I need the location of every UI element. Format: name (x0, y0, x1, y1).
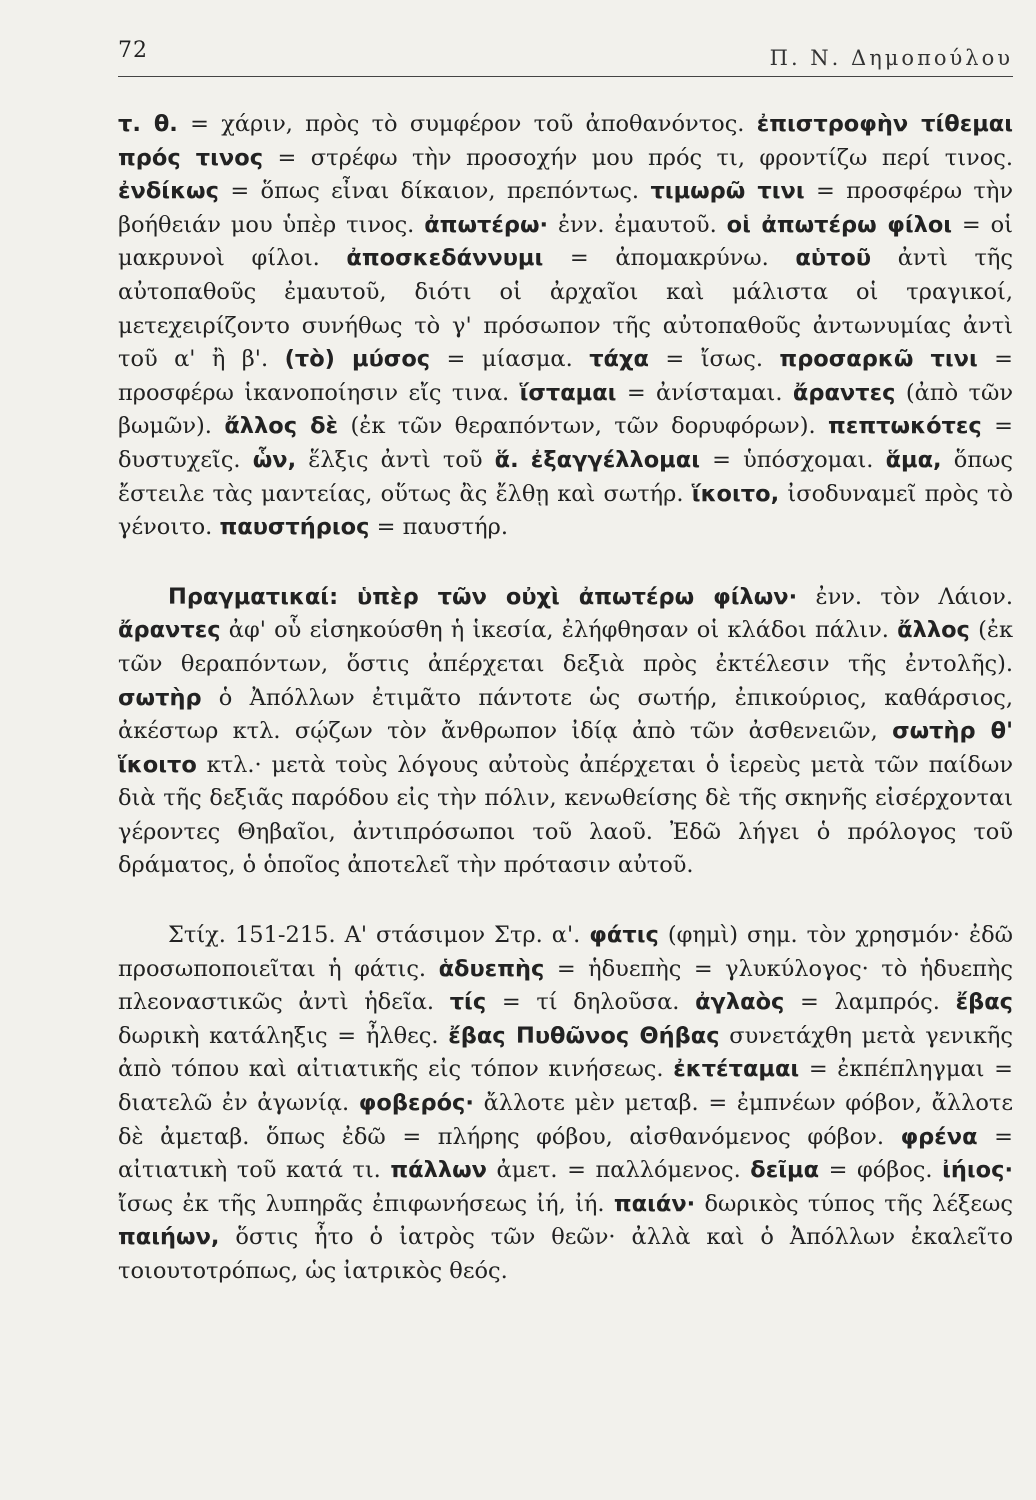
gloss-text: δωρικὴ κατάληξις = ἦλθες. (118, 1022, 449, 1049)
lemma: ἀποσκεδάννυμι (346, 245, 544, 272)
gloss-text: = αἰτιατικὴ τοῦ κατά τι. (118, 1123, 1013, 1184)
gloss-text: = χάριν, πρὸς τὸ συμφέρον τοῦ ἀποθανόντος. (177, 111, 757, 137)
gloss-text: = οἱ μακρυνοὶ φίλοι. (118, 211, 1013, 272)
lemma: τιμωρῶ τινι (650, 178, 805, 205)
lemma: ἄραντες (118, 617, 221, 644)
gloss-text: = ἀνίσταμαι. (616, 379, 793, 406)
gloss-text: δωρικὸς τύπος τῆς λέξεως (695, 1190, 1014, 1217)
gloss-text: = λαμπρός. (784, 989, 956, 1016)
lemma: ὧν, (252, 446, 297, 473)
lemma: τίς (449, 989, 487, 1016)
gloss-text: ἴσως ἐκ τῆς λυπηρᾶς ἐπιφωνήσεως ἰή, ἰή. (118, 1190, 614, 1217)
gloss-text: = φόβος. (819, 1157, 943, 1184)
paragraph-3 (118, 919, 1013, 1289)
lemma: ἄραντες (792, 379, 896, 406)
lemma: δεῖμα (750, 1157, 820, 1184)
gloss-text: ἀμετ. = παλλόμενος. (486, 1157, 751, 1184)
lemma: ἵκοιτο, (691, 480, 780, 507)
lemma: τάχα (589, 346, 649, 373)
lemma: σωτὴρ θ' ἵκοιτο (118, 718, 1013, 778)
lemma: παυστήριος (219, 514, 370, 541)
lemma: παιάν· (613, 1190, 696, 1217)
gloss-text: = τί δηλοῦσα. (486, 989, 696, 1016)
lemma: (τὸ) μύσος (284, 346, 431, 373)
lemma: ἐπιστροφὴν τίθεμαι πρός τινος (118, 111, 1014, 171)
gloss-text: συνετάχθη μετὰ γενικῆς ἀπὸ τόπου καὶ αἰτιατικῆς εἰς τόπον κινήσεως. (118, 1022, 1013, 1083)
gloss-text: ὁ Ἀπόλλων ἐτιμᾶτο πάντοτε ὡς σωτήρ, ἐπικούριος, καθάρσιος, ἀκέστωρ κτλ. σῴζων τὸν ἄνθρωπον ἰδίᾳ ἀπὸ τῶν ἀσθενειῶν, (118, 684, 1013, 745)
gloss-text: = ὑπόσχομαι. (699, 446, 886, 473)
gloss-text: ἀφ' οὗ εἰσηκούσθη ἡ ἱκεσία, ἐλήφθησαν οἱ κλάδοι πάλιν. (220, 617, 898, 644)
lemma: σωτὴρ (118, 684, 202, 711)
lemma: Πραγματικαί: ὑπὲρ τῶν οὐχὶ ἀπωτέρω φίλων· (168, 583, 798, 610)
lemma: ἐξαγγέλλομαι (530, 446, 700, 473)
lemma: πάλλων (390, 1157, 487, 1184)
lemma: ἰήιος· (942, 1157, 1013, 1184)
lemma: ἀπωτέρω· (424, 211, 549, 238)
gloss-text: (ἀπὸ τῶν βωμῶν). (118, 379, 1014, 440)
commentary-body (118, 108, 1013, 1289)
lemma: ἀγλαὸς (695, 989, 785, 1016)
lemma: ἁδυεπὴς (438, 955, 545, 982)
lemma: παιήων, (118, 1224, 220, 1251)
lemma: ἄλλος (897, 617, 970, 644)
gloss-text: = παυστήρ. (369, 514, 508, 541)
lemma: ἔβας (955, 989, 1013, 1016)
lemma: οἱ ἀπωτέρω φίλοι (726, 211, 953, 238)
gloss-text (519, 447, 531, 473)
lemma: ἅμα, (885, 446, 942, 473)
lemma: ἵσταμαι (519, 379, 617, 406)
gloss-text: = ἐκπέπληγμαι = διατελῶ ἐν ἀγωνίᾳ. (118, 1056, 1013, 1117)
gloss-text: = προσφέρω ἱκανοποίησιν εἴς τινα. (118, 346, 1013, 406)
gloss-text: = μίασμα. (430, 346, 590, 373)
gloss-text: (ἐκ τῶν θεραπόντων, τῶν δορυφόρων). (338, 413, 829, 440)
paragraph-2 (118, 581, 1013, 883)
gloss-text: ἰσοδυναμεῖ πρὸς τὸ γένοιτο. (118, 480, 1013, 541)
gloss-text: = ὅπως εἶναι δίκαιον, πρεπόντως. (218, 178, 651, 205)
gloss-text: ἐνν. τὸν Λάιον. (797, 583, 1013, 610)
gloss-text: (ἐκ τῶν θεραπόντων, ὅστις ἀπέρχεται δεξιὰ πρὸς ἐκτέλεσιν τῆς ἐντολῆς). (118, 617, 1014, 677)
gloss-text: = προσφέρω τὴν βοήθειάν μου ὑπὲρ τινος. (118, 178, 1014, 238)
lemma: ἐκτέταμαι (673, 1056, 800, 1083)
gloss-text: κτλ.· μετὰ τοὺς λόγους αὐτοὺς ἀπέρχεται ὁ ἱερεὺς μετὰ τῶν παίδων διὰ τῆς δεξιᾶς παρόδου εἰς τὴν πόλιν, κενωθείσης δὲ τῆς σκηνῆς εἰσέρχονται γέροντες Θηβαῖοι, ἀντιπρόσωποι τοῦ λαοῦ. Ἐδῶ λήγει ὁ πρόλογος τοῦ δράματος, ὁ ὁποῖος ἀποτελεῖ τὴν πρότασιν αὐτοῦ. (118, 751, 1013, 879)
gloss-text: Στίχ. 151-215. Α' στάσιμον Στρ. α'. (168, 922, 590, 949)
lemma: προσαρκῶ τινι (779, 346, 978, 373)
gloss-text: ἀντὶ τῆς αὐτοπαθοῦς ἐμαυτοῦ, διότι οἱ ἀρχαῖοι καὶ μάλιστα οἱ τραγικοί, μετεχειρίζοντο συνήθως τὸ γ' πρόσωπον τῆς αὐτοπαθοῦς ἀντωνυμίας ἀντὶ τοῦ α' ἢ β'. (118, 245, 1013, 373)
lemma: ἅ. (494, 446, 519, 473)
gloss-text: = ἡδυεπὴς = γλυκύλογος· τὸ ἡδυεπὴς πλεοναστικῶς ἀντὶ ἡδεῖα. (118, 955, 1013, 1016)
gloss-text: = στρέφω τὴν προσοχήν μου πρός τι, φροντίζω περί τινος. (263, 144, 1013, 171)
page-header (118, 36, 1013, 77)
gloss-text: ἐνν. ἐμαυτοῦ. (548, 211, 727, 238)
running-head-author: Π. Ν. Δημοπούλου (769, 46, 1013, 70)
paragraph-1 (118, 108, 1013, 545)
gloss-text: ὅστις ἦτο ὁ ἰατρὸς τῶν θεῶν· ἀλλὰ καὶ ὁ Ἀπόλλων ἐκαλεῖτο τοιουτοτρόπως, ὡς ἰατρικὸς θεός. (118, 1224, 1013, 1284)
lemma: φρένα (900, 1123, 978, 1150)
lemma: ἔβας Πυθῶνος Θήβας (448, 1022, 720, 1049)
lemma: αὑτοῦ (795, 245, 872, 272)
page-number: 72 (118, 38, 148, 63)
lemma: φάτις (589, 922, 659, 949)
lemma: πεπτωκότες (828, 413, 982, 440)
lemma: ἄλλος δὲ (224, 413, 339, 440)
gloss-text: = ἀπομακρύνω. (543, 245, 796, 272)
gloss-text: (φημὶ) σημ. τὸν χρησμόν· ἐδῶ προσωποποιεῖται ἡ φάτις. (118, 922, 1013, 982)
gloss-text: ἄλλοτε μὲν μεταβ. = ἐμπνέων φόβον, ἄλλοτε δὲ ἀμεταβ. ὅπως ἐδῶ = πλήρης φόβου, αἰσθανόμενος φόβον. (118, 1090, 1013, 1150)
lemma: ἐνδίκως (118, 178, 219, 205)
gloss-text: = δυστυχεῖς. (118, 413, 1013, 473)
lemma: φοβερός· (358, 1090, 474, 1117)
gloss-text: ἕλξις ἀντὶ τοῦ (296, 446, 495, 473)
gloss-text: ὅπως ἔστειλε τὰς μαντείας, οὕτως ἂς ἔλθῃ καὶ σωτήρ. (118, 446, 1014, 507)
lemma: τ. θ. (118, 111, 178, 137)
gloss-text: = ἴσως. (649, 346, 780, 373)
